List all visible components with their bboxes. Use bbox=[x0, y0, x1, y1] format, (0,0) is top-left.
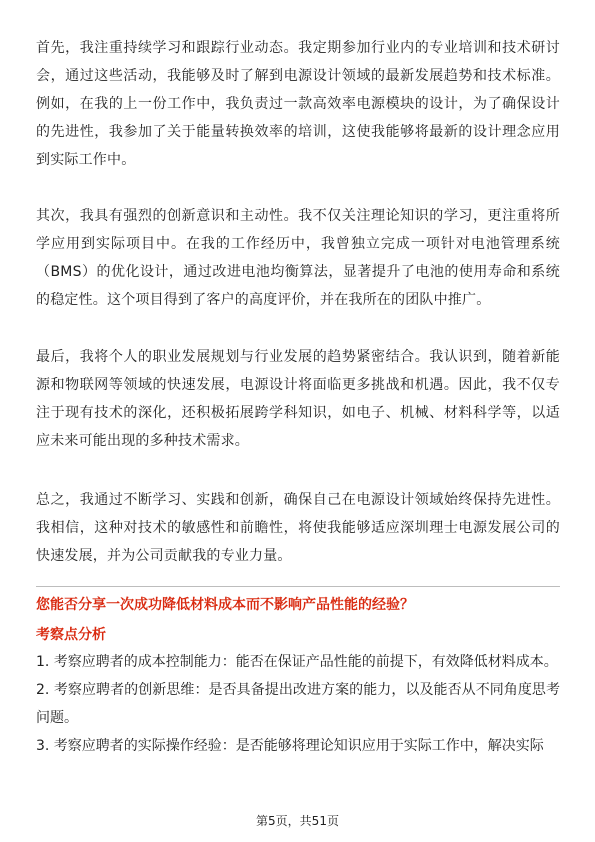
analysis-point: 1. 考察应聘者的成本控制能力：能否在保证产品性能的前提下，有效降低材料成本。 bbox=[36, 654, 558, 670]
interview-question: 您能否分享一次成功降低材料成本而不影响产品性能的经验？ bbox=[36, 597, 414, 613]
analysis-point: 3. 考察应聘者的实际操作经验：是否能够将理论知识应用于实际工作中，解决实际 bbox=[36, 738, 544, 754]
analysis-heading: 考察点分析 bbox=[36, 627, 106, 643]
paragraph-4: 总之，我通过不断学习、实践和创新，确保自己在电源设计领域始终保持先进性。我相信，这种对技术的敏感性和前瞻性，将使我能够适应深圳理士电源发展公司的快速发展，并为公司贡献我的专业力量。 bbox=[36, 492, 560, 564]
page-number: 第5页，共51页 bbox=[256, 814, 339, 828]
paragraph-3: 最后，我将个人的职业发展规划与行业发展的趋势紧密结合。我认识到，随着新能源和物联网等领域的快速发展，电源设计将面临更多挑战和机遇。因此，我不仅专注于现有技术的深化，还积极拓展跨学科知识，如电子、机械、材料科学等，以适应未来可能出现的多种技术需求。 bbox=[36, 349, 560, 449]
analysis-list bbox=[36, 648, 560, 760]
paragraph-1: 首先，我注重持续学习和跟踪行业动态。我定期参加行业内的专业培训和技术研讨会，通过这些活动，我能够及时了解到电源设计领域的最新发展趋势和技术标准。例如，在我的上一份工作中，我负责过一款高效率电源模块的设计，为了确保设计的先进性，我参加了关于能量转换效率的培训，这使我能够将最新的设计理念应用到实际工作中。 bbox=[36, 40, 560, 168]
section-divider bbox=[36, 586, 560, 587]
paragraph-2: 其次，我具有强烈的创新意识和主动性。我不仅关注理论知识的学习，更注重将所学应用到实际项目中。在我的工作经历中，我曾独立完成一项针对电池管理系统（BMS）的优化设计，通过改进电池均衡算法，显著提升了电池的使用寿命和系统的稳定性。这个项目得到了客户的高度评价，并在我所在的团队中推广。 bbox=[36, 208, 560, 308]
analysis-point: 2. 考察应聘者的创新思维：是否具备提出改进方案的能力，以及能否从不同角度思考问题。 bbox=[36, 682, 560, 726]
